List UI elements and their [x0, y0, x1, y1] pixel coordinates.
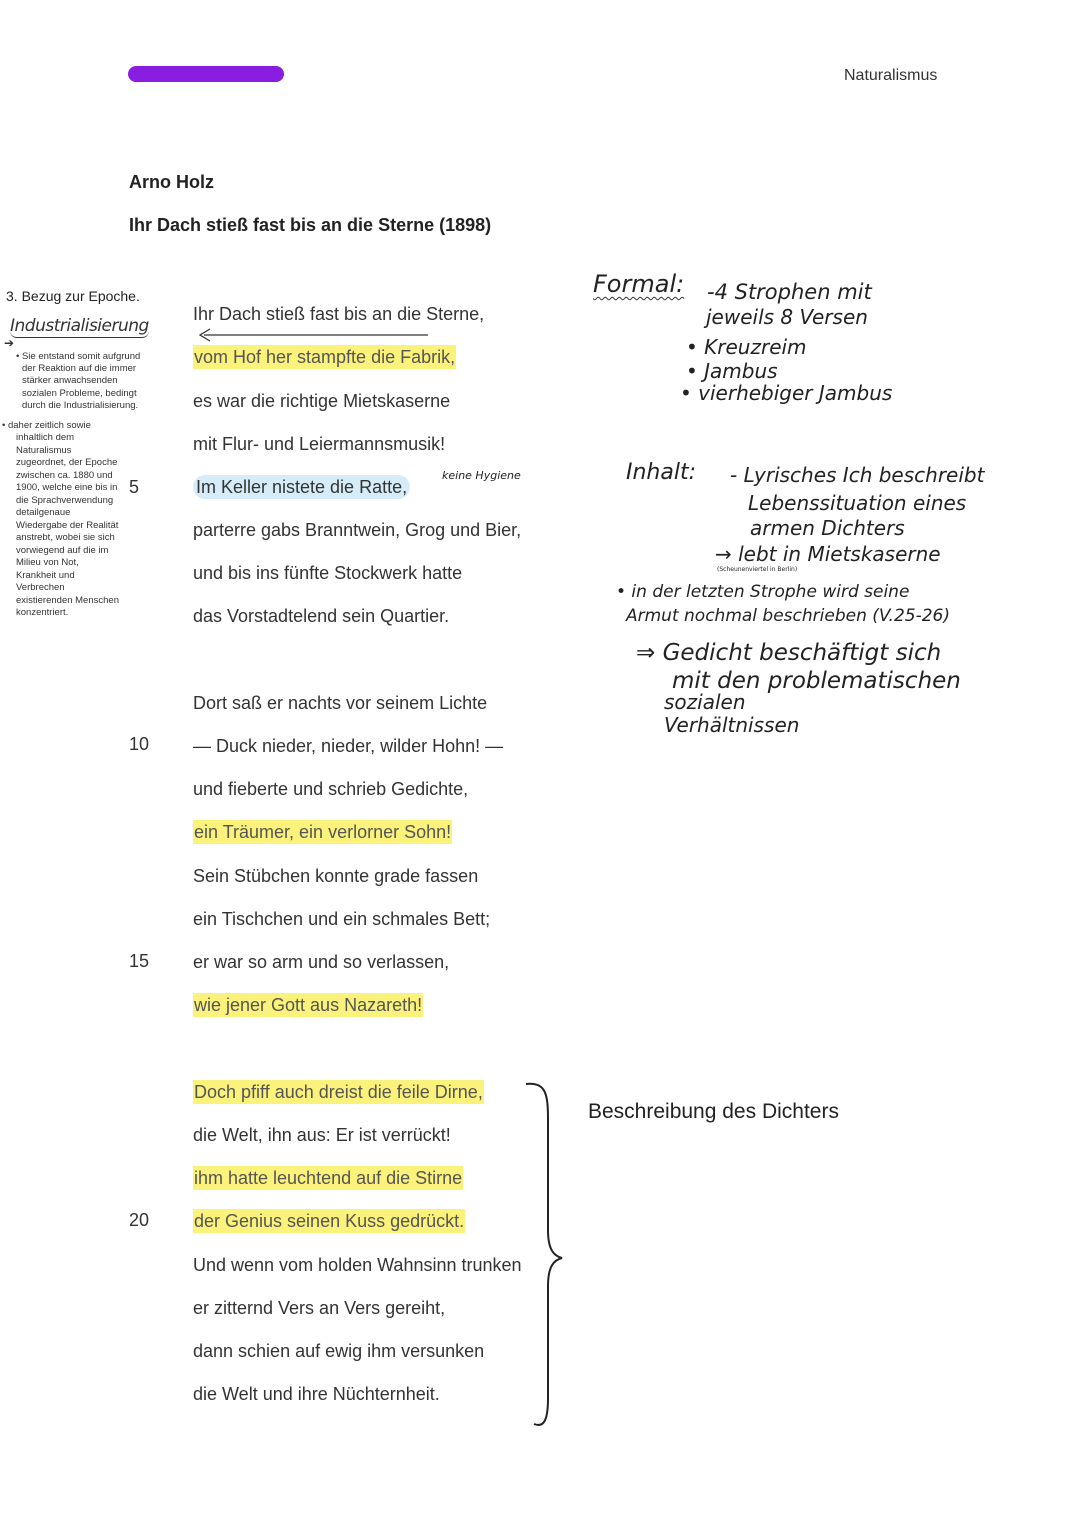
keine-hygiene-note: keine Hygiene: [442, 469, 521, 482]
inhalt-line-1: - Lyrisches Ich beschreibt: [730, 463, 985, 487]
poem-line-19: [193, 1166, 463, 1190]
highlight: der Genius seinen Kuss gedrückt.: [194, 1211, 465, 1231]
inhalt-small-note: (Scheunenviertel in Berlin): [717, 566, 798, 573]
inhalt-line-4: → lebt in Mietskaserne: [715, 542, 941, 566]
poem-line-9: Dort saß er nachts vor seinem Lichte: [193, 693, 488, 713]
highlight-blue: Im Keller nistete die Ratte,: [193, 475, 410, 499]
poem-line-16: [193, 993, 423, 1017]
note-line: konzentriert.: [16, 607, 69, 618]
line-number-15: 15: [129, 951, 150, 971]
conclusion-line-4: Verhältnissen: [664, 713, 800, 737]
poem-line-6: parterre gabs Branntwein, Grog und Bier,: [193, 520, 522, 540]
poem-line-17: [193, 1080, 484, 1104]
poem-line-10: — Duck nieder, nieder, wilder Hohn! —: [193, 736, 504, 756]
poem-line-24: die Welt und ihre Nüchternheit.: [193, 1384, 440, 1404]
line-number-20: 20: [129, 1210, 150, 1230]
poem-line-13: Sein Stübchen konnte grade fassen: [193, 866, 479, 886]
conclusion-line-3: sozialen: [664, 690, 746, 714]
note-line: 1900, welche eine bis in: [16, 482, 118, 493]
note-line: inhaltlich dem: [16, 432, 75, 443]
poem-line-7: und bis ins fünfte Stockwerk hatte: [193, 563, 463, 583]
formal-line-5: • vierhebiger Jambus: [680, 381, 893, 405]
poem-line-21: Und wenn vom holden Wahnsinn trunken: [193, 1255, 522, 1275]
curly-brace-icon: [520, 1080, 564, 1430]
note-line: detailgenaue: [16, 507, 71, 518]
conclusion-line-2: mit den problematischen: [672, 668, 961, 694]
poem-line-2: [193, 345, 456, 369]
note-line: anstrebt, wobei sie sich: [16, 532, 115, 543]
note-line: Krankheit und: [16, 570, 75, 581]
poem-line-18: die Welt, ihn aus: Er ist verrückt!: [193, 1125, 451, 1145]
arrow-left-icon: [196, 328, 432, 342]
poem-line-23: dann schien auf ewig ihm versunken: [193, 1341, 485, 1361]
inhalt-line-2: Lebenssituation eines: [748, 491, 967, 515]
formal-line-2: jeweils 8 Versen: [706, 305, 868, 329]
note-line: Verbrechen: [16, 582, 65, 593]
poem-line-14: ein Tischchen und ein schmales Bett;: [193, 909, 491, 929]
note-line: die Sprachverwendung: [16, 495, 114, 506]
poem-author: Arno Holz: [129, 172, 214, 192]
formal-line-3: • Kreuzreim: [686, 335, 807, 359]
poem-line-11: und fieberte und schrieb Gedichte,: [193, 779, 469, 799]
strophe-line-2: Armut nochmal beschrieben (V.25-26): [626, 606, 950, 626]
poem-line-20: [193, 1209, 465, 1233]
topic-header: Naturalismus: [844, 67, 938, 84]
note-line: zwischen ca. 1880 und: [16, 470, 113, 481]
highlight: wie jener Gott aus Nazareth!: [194, 995, 423, 1015]
note-line: der Reaktion auf die immer: [22, 363, 137, 374]
note-line: Wiedergabe der Realität: [16, 520, 119, 531]
note-line: stärker anwachsenden: [22, 375, 118, 386]
note-line: vorwiegend auf die im: [16, 545, 109, 556]
inhalt-line-3: armen Dichters: [750, 516, 905, 540]
formal-line-1: -4 Strophen mit: [707, 280, 872, 304]
highlight: ihm hatte leuchtend auf die Stirne: [194, 1168, 463, 1188]
poem-line-15: er war so arm und so verlassen,: [193, 952, 450, 972]
conclusion-line-1: ⇒ Gedicht beschäftigt sich: [636, 640, 942, 666]
note-line: sozialen Probleme, bedingt: [22, 388, 137, 399]
poem-line-1: Ihr Dach stieß fast bis an die Sterne,: [193, 304, 485, 324]
note-line: zugeordnet, der Epoche: [16, 457, 118, 468]
arrow-icon: ➔: [4, 336, 15, 350]
highlight: Doch pfiff auch dreist die feile Dirne,: [194, 1082, 483, 1102]
line-number-5: 5: [129, 477, 140, 497]
highlight: vom Hof her stampfte die Fabrik,: [194, 347, 456, 367]
strophe-line-1: • in der letzten Strophe wird seine: [616, 582, 910, 602]
formal-label-text: Formal:: [593, 270, 685, 298]
note-line: • daher zeitlich sowie: [2, 420, 91, 431]
beschreibung-des-dichters: Beschreibung des Dichters: [588, 1100, 839, 1123]
note-line: durch die Industrialisierung.: [22, 400, 139, 411]
note-line: existierenden Menschen: [16, 595, 119, 606]
formal-label: [593, 270, 684, 298]
inhalt-label: Inhalt:: [626, 460, 697, 485]
industrialisierung-handwritten: Industrialisierung: [10, 316, 149, 336]
poem-line-3: es war die richtige Mietskaserne: [193, 391, 451, 411]
epoch-reference-heading: 3. Bezug zur Epoche.: [6, 288, 140, 304]
line-number-10: 10: [129, 734, 150, 754]
poem-line-4: mit Flur- und Leiermannsmusik!: [193, 434, 446, 454]
poem-line-12: [193, 820, 452, 844]
highlight: ein Träumer, ein verlorner Sohn!: [194, 822, 452, 842]
poem-line-5: [193, 475, 410, 499]
note-line: Naturalismus: [16, 445, 72, 456]
note-line: Milieu von Not,: [16, 557, 79, 568]
poem-title: Ihr Dach stieß fast bis an die Sterne (1898): [129, 215, 492, 235]
note-line: • Sie entstand somit aufgrund: [16, 351, 141, 362]
formal-line-4: • Jambus: [686, 359, 778, 383]
redacted-name-mark: [128, 66, 284, 82]
poem-line-22: er zitternd Vers an Vers gereiht,: [193, 1298, 446, 1318]
poem-line-8: das Vorstadtelend sein Quartier.: [193, 606, 450, 626]
